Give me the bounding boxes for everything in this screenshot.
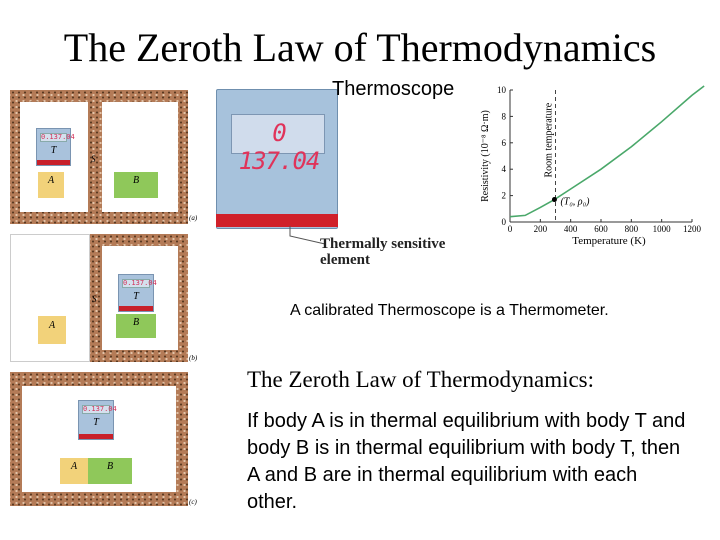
thermoscope-device — [216, 89, 338, 229]
y-tick-label: 2 — [501, 190, 506, 201]
body-a: A — [60, 458, 88, 484]
reference-point — [552, 197, 557, 202]
x-tick-label: 200 — [533, 224, 548, 234]
caption: A calibrated Thermoscope is a Thermometer. — [290, 302, 609, 319]
body-b: B — [116, 314, 156, 338]
element-label: Thermally sensitive element — [320, 236, 446, 268]
figure-tag-a: (a) — [189, 214, 198, 222]
y-tick-label: 8 — [501, 111, 506, 122]
x-tick-label: 0 — [507, 224, 513, 234]
x-tick-label: 400 — [563, 224, 578, 234]
panel-a: 0.137.04 T A B S — [10, 90, 188, 224]
figure-tag-c: (c) — [189, 498, 197, 506]
body-a: A — [38, 172, 64, 198]
law-heading: The Zeroth Law of Thermodynamics: — [247, 367, 595, 392]
y-tick-label: 4 — [501, 164, 506, 175]
panel-c — [10, 372, 188, 506]
thermoscope-t-a: 0.137.04 T — [36, 128, 71, 166]
x-tick-label: 800 — [624, 224, 639, 234]
x-tick-label: 600 — [594, 224, 608, 234]
x-tick-label: 1000 — [652, 224, 671, 234]
room-temperature-label: Room temperature — [543, 102, 555, 178]
thermoscope-display — [231, 114, 325, 175]
body-a: A — [38, 316, 66, 344]
reference-point-label: (T₀, ρ₀) — [560, 196, 590, 208]
panel-b: 0.137.04 T B S — [90, 234, 188, 362]
figure-tag-b: (b) — [189, 354, 198, 362]
y-axis-label: Resistivity (10⁻⁸ Ω·m) — [480, 110, 491, 202]
law-body: If body A is in thermal equilibrium with body T and body B is in thermal equilibrium with body T, then A and B are in thermal equilibrium with each other. — [247, 410, 686, 513]
y-tick-label: 6 — [501, 137, 506, 148]
thermoscope-t-c: 0.137.04 T — [78, 400, 114, 440]
thermoscope-label: Thermoscope — [332, 78, 455, 100]
body-b: B — [114, 172, 158, 198]
page-title: The Zeroth Law of Thermodynamics — [63, 25, 657, 70]
x-axis-label: Temperature (K) — [572, 235, 646, 247]
body-b: B — [88, 458, 132, 484]
thermoscope-reading: 0 137.04 — [238, 119, 320, 175]
y-tick-label: 0 — [501, 217, 506, 227]
resistivity-curve — [510, 86, 704, 217]
y-tick-label: 10 — [497, 85, 506, 95]
thermoscope-t-b: 0.137.04 T — [118, 274, 154, 312]
x-tick-label: 1200 — [683, 224, 701, 234]
resistivity-chart — [472, 84, 700, 254]
